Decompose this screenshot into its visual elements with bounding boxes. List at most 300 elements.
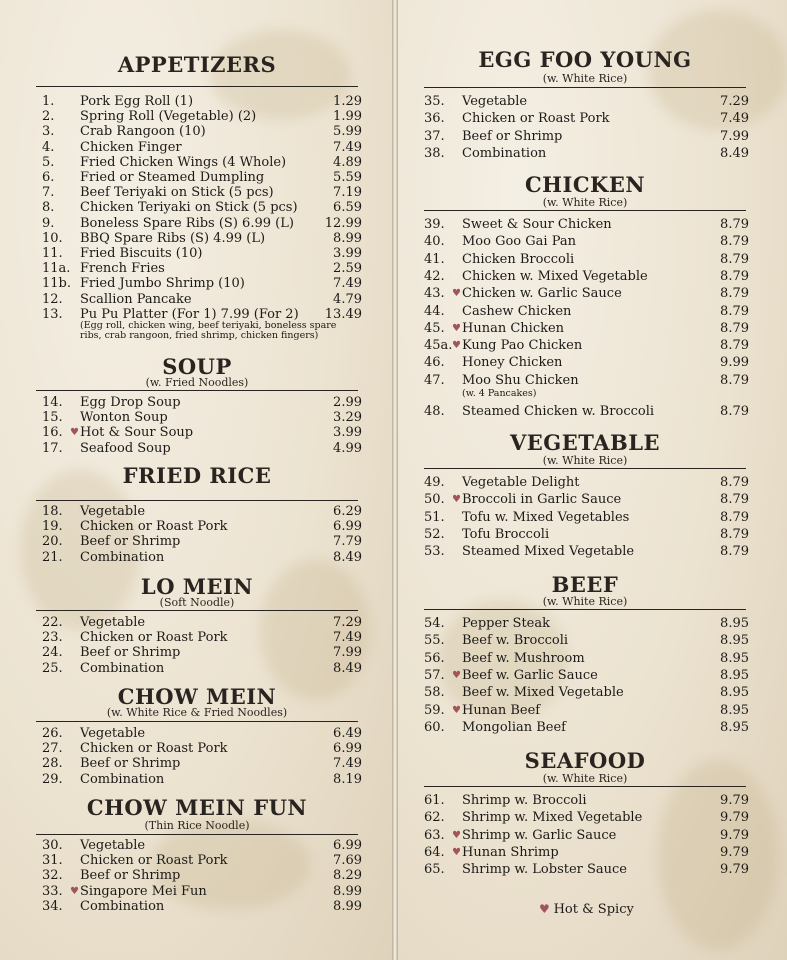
menu-item-name: Beef or Shrimp xyxy=(80,534,181,550)
menu-item xyxy=(42,884,362,900)
section-title-egg-foo-young: EGG FOO YOUNG xyxy=(478,47,692,72)
menu-item-name: Chicken w. Mixed Vegetable xyxy=(462,268,648,284)
menu-item-number: 43. xyxy=(424,286,445,302)
menu-item-price: 8.49 xyxy=(720,145,749,161)
menu-item-price: 8.79 xyxy=(720,404,749,419)
menu-item-number: 33. xyxy=(42,883,63,899)
menu-item-name: Cashew Chicken xyxy=(462,303,572,319)
menu-item-price: 4.89 xyxy=(333,154,362,170)
section-subtitle-seafood: (w. White Rice) xyxy=(542,772,628,785)
menu-item-price: 8.99 xyxy=(333,230,362,246)
menu-item-number: 61. xyxy=(424,793,445,808)
menu-item-number: 56. xyxy=(424,650,445,666)
menu-item xyxy=(42,395,362,411)
menu-item-number: 18. xyxy=(42,504,63,519)
menu-item-price: 8.79 xyxy=(720,475,749,490)
menu-item-name: Fried Biscuits (10) xyxy=(80,246,203,261)
menu-item xyxy=(42,216,362,232)
section-subtitle-chow-mein-fun: (Thin Rice Noodle) xyxy=(144,819,250,832)
hot-spicy-legend xyxy=(538,902,634,917)
menu-item xyxy=(424,544,749,560)
menu-item-number: 14. xyxy=(42,395,63,410)
menu-item xyxy=(42,853,362,869)
menu-item-price: 3.29 xyxy=(333,410,362,426)
hot-spicy-icon: ♥ xyxy=(452,846,461,858)
section-title-chicken: CHICKEN xyxy=(524,172,646,197)
section-rule xyxy=(424,210,746,211)
menu-item-name: Pepper Steak xyxy=(462,616,550,631)
menu-item-name: Pu Pu Platter (For 1) 7.99 (For 2) xyxy=(80,306,299,322)
menu-item-name: Steamed Chicken w. Broccoli xyxy=(462,404,655,419)
menu-item xyxy=(424,338,749,354)
menu-item-number: 35. xyxy=(424,94,445,109)
menu-item-name: Boneless Spare Ribs (S) 6.99 (L) xyxy=(80,215,294,231)
menu-item xyxy=(424,845,749,861)
menu-item-name: Hunan Chicken ♥ xyxy=(452,320,565,336)
section-rule xyxy=(36,721,358,722)
menu-item-price: 12.99 xyxy=(324,215,362,231)
menu-item xyxy=(42,772,362,788)
menu-item-number: 39. xyxy=(424,217,445,232)
menu-item-name: Kung Pao Chicken ♥ xyxy=(452,338,583,354)
menu-item-name: Chicken or Roast Pork xyxy=(80,853,228,869)
menu-item xyxy=(42,425,362,441)
menu-item-price: 8.79 xyxy=(720,286,749,302)
menu-item-name: Chicken w. Garlic Sauce ♥ xyxy=(452,286,622,302)
menu-item xyxy=(42,504,362,520)
menu-item xyxy=(42,140,362,156)
menu-item-number: 13. xyxy=(42,306,63,322)
menu-item-price: 6.99 xyxy=(333,519,362,535)
menu-item-number: 24. xyxy=(42,645,63,661)
section-rule xyxy=(424,786,746,787)
menu-item-price: 9.79 xyxy=(720,862,749,878)
menu-item-price: 8.95 xyxy=(720,650,749,666)
section-title-fried-rice: FRIED RICE xyxy=(122,463,272,488)
menu-item-number: 26. xyxy=(42,726,63,741)
menu-item-price: 9.79 xyxy=(720,793,749,808)
menu-item-number: 45. xyxy=(424,320,445,336)
section-rule xyxy=(424,609,746,610)
menu-item xyxy=(42,261,362,277)
section-title-chow-mein-fun: CHOW MEIN FUN xyxy=(86,795,308,820)
menu-item-price: 2.59 xyxy=(333,261,362,277)
menu-item-price: 8.99 xyxy=(333,898,362,914)
menu-item xyxy=(42,231,362,247)
menu-item-price: 8.95 xyxy=(720,719,749,735)
section-title-lo-mein: LO MEIN xyxy=(140,574,254,599)
menu-item-price: 9.99 xyxy=(720,355,749,371)
menu-item xyxy=(42,615,362,631)
section-subtitle-egg-foo-young: (w. White Rice) xyxy=(542,72,628,85)
menu-item xyxy=(42,519,362,535)
menu-item xyxy=(424,217,749,233)
hot-spicy-label: Hot & Spicy xyxy=(553,902,634,917)
menu-item-name: Combination xyxy=(80,660,165,676)
section-rule xyxy=(424,87,746,88)
menu-item-name: Spring Roll (Vegetable) (2) xyxy=(80,109,257,125)
menu-item-price: 8.79 xyxy=(720,526,749,542)
section-rule xyxy=(36,86,358,87)
menu-item xyxy=(424,321,749,337)
menu-item-price: 8.95 xyxy=(720,685,749,701)
menu-item xyxy=(42,276,362,292)
menu-item-name: Fried Jumbo Shrimp (10) xyxy=(80,276,245,292)
menu-item-number: 50. xyxy=(424,492,445,508)
section-title-beef: BEEF xyxy=(551,572,619,597)
menu-item-price: 6.29 xyxy=(333,504,362,519)
menu-item xyxy=(424,828,749,844)
menu-item xyxy=(424,252,749,268)
menu-item xyxy=(424,373,749,389)
menu-item-number: 54. xyxy=(424,616,445,631)
menu-item-number: 8. xyxy=(42,200,55,216)
menu-item-number: 6. xyxy=(42,170,55,185)
menu-item-name: Vegetable xyxy=(80,726,146,741)
menu-item-price: 8.95 xyxy=(720,616,749,631)
menu-item-name: Fried Chicken Wings (4 Whole) xyxy=(80,154,287,170)
menu-item xyxy=(42,899,362,915)
menu-item-price: 8.95 xyxy=(720,667,749,683)
section-subtitle-soup: (w. Fried Noodles) xyxy=(145,376,249,389)
menu-item-name: Chicken Finger xyxy=(80,139,182,155)
menu-item-price: 7.19 xyxy=(333,185,362,201)
menu-item-price: 7.29 xyxy=(720,94,749,109)
menu-item xyxy=(42,838,362,854)
menu-item-price: 8.79 xyxy=(720,303,749,319)
menu-item-price: 6.99 xyxy=(333,838,362,853)
menu-item xyxy=(42,550,362,566)
menu-item-price: 8.79 xyxy=(720,509,749,525)
menu-item-name: Combination xyxy=(80,549,165,565)
section-title-vegetable: VEGETABLE xyxy=(509,430,661,455)
menu-item-price: 8.79 xyxy=(720,217,749,232)
menu-item-price: 7.79 xyxy=(333,534,362,550)
menu-item-name: Tofu w. Mixed Vegetables xyxy=(462,509,630,525)
menu-item xyxy=(424,793,749,809)
menu-item-name: Vegetable xyxy=(80,615,146,630)
menu-item xyxy=(42,756,362,772)
menu-item xyxy=(42,94,362,110)
menu-item-price: 7.49 xyxy=(333,630,362,646)
menu-item-number: 65. xyxy=(424,862,445,878)
menu-item xyxy=(424,129,749,145)
menu-item-name: Singapore Mei Fun ♥ xyxy=(70,883,207,899)
menu-item-number: 40. xyxy=(424,234,445,250)
section-rule xyxy=(36,500,358,501)
menu-item-name: Beef or Shrimp xyxy=(462,128,563,144)
menu-item-name: Moo Shu Chicken xyxy=(462,372,579,388)
hot-spicy-icon: ♥ xyxy=(452,829,461,841)
menu-item xyxy=(42,441,362,457)
menu-item-number: 57. xyxy=(424,667,445,683)
menu-item xyxy=(42,246,362,262)
menu-item-price: 7.49 xyxy=(333,276,362,292)
menu-item-name: Shrimp w. Broccoli xyxy=(462,793,587,808)
menu-item-number: 12. xyxy=(42,291,63,307)
menu-item xyxy=(42,170,362,186)
menu-item-price: 8.95 xyxy=(720,633,749,649)
hot-spicy-icon: ♥ xyxy=(452,340,461,352)
menu-item-name: Honey Chicken xyxy=(462,355,563,371)
menu-item xyxy=(42,868,362,884)
menu-item-name: Combination xyxy=(80,898,165,914)
menu-item-price: 4.99 xyxy=(333,440,362,456)
menu-item xyxy=(42,185,362,201)
menu-item-price: 6.99 xyxy=(333,741,362,757)
menu-item-price: 8.79 xyxy=(720,251,749,267)
menu-item xyxy=(424,355,749,371)
menu-item-price: 8.79 xyxy=(720,268,749,284)
menu-item-name: Beef w. Broccoli xyxy=(462,633,569,649)
menu-item-note: (Egg roll, chicken wing, beef teriyaki, boneless spare xyxy=(80,320,337,331)
hot-spicy-icon: ♥ xyxy=(452,704,461,716)
menu-item-price: 8.79 xyxy=(720,338,749,354)
menu-item-price: 9.79 xyxy=(720,844,749,860)
menu-item-price: 13.49 xyxy=(324,306,362,322)
menu-item xyxy=(424,269,749,285)
menu-item-number: 32. xyxy=(42,868,63,884)
menu-item xyxy=(42,630,362,646)
menu-item-price: 7.69 xyxy=(333,853,362,869)
menu-item-name: Vegetable Delight xyxy=(462,475,580,490)
menu-item-number: 48. xyxy=(424,404,445,419)
menu-item-number: 2. xyxy=(42,109,55,125)
menu-item-number: 42. xyxy=(424,268,445,284)
menu-item-name: Broccoli in Garlic Sauce ♥ xyxy=(452,492,622,508)
menu-item-name: Chicken or Roast Pork xyxy=(80,741,228,757)
menu-item-price: 8.29 xyxy=(333,868,362,884)
hot-spicy-icon: ♥ xyxy=(452,322,461,334)
menu-item xyxy=(424,404,749,420)
menu-item-number: 11. xyxy=(42,246,63,261)
menu-page-left xyxy=(0,0,392,960)
menu-item-name: Beef or Shrimp xyxy=(80,756,181,772)
menu-item xyxy=(424,510,749,526)
hot-spicy-icon: ♥ xyxy=(452,494,461,506)
menu-item-number: 9. xyxy=(42,215,55,231)
menu-item-price: 8.79 xyxy=(720,544,749,560)
menu-item xyxy=(424,633,749,649)
menu-item-name: Combination xyxy=(80,771,165,787)
menu-item-name: Mongolian Beef xyxy=(462,719,566,735)
menu-item xyxy=(42,200,362,216)
menu-item-number: 46. xyxy=(424,355,445,371)
hot-spicy-icon: ♥ xyxy=(452,288,461,300)
menu-item-name: Beef or Shrimp xyxy=(80,868,181,884)
menu-item-name: Vegetable xyxy=(80,504,146,519)
menu-item-number: 29. xyxy=(42,771,63,787)
menu-item-number: 22. xyxy=(42,615,63,630)
hot-spicy-icon: ♥ xyxy=(70,427,79,439)
menu-item-name: Egg Drop Soup xyxy=(80,395,181,410)
menu-item xyxy=(424,304,749,320)
menu-item-price: 8.79 xyxy=(720,234,749,250)
menu-item xyxy=(424,668,749,684)
menu-item-price: 7.49 xyxy=(333,756,362,772)
menu-item-name: Combination xyxy=(462,145,547,161)
menu-item-number: 3. xyxy=(42,124,55,140)
menu-item-number: 16. xyxy=(42,425,63,441)
menu-item-name: Beef Teriyaki on Stick (5 pcs) xyxy=(80,185,274,201)
menu-item xyxy=(424,703,749,719)
menu-item-number: 62. xyxy=(424,810,445,826)
menu-item xyxy=(42,109,362,125)
section-subtitle-chicken: (w. White Rice) xyxy=(542,196,628,209)
section-subtitle-beef: (w. White Rice) xyxy=(542,595,628,608)
menu-item xyxy=(424,111,749,127)
menu-item-price: 9.79 xyxy=(720,827,749,843)
hot-spicy-icon: ♥ xyxy=(539,902,554,916)
menu-item-name: Chicken or Roast Pork xyxy=(80,519,228,535)
menu-item-price: 6.49 xyxy=(333,726,362,741)
menu-item xyxy=(424,862,749,878)
menu-item-name: Scallion Pancake xyxy=(80,291,192,307)
menu-item xyxy=(424,527,749,543)
menu-item-number: 17. xyxy=(42,440,63,456)
menu-item-name: Shrimp w. Mixed Vegetable xyxy=(462,810,643,826)
menu-item xyxy=(42,124,362,140)
menu-item-price: 8.19 xyxy=(333,771,362,787)
menu-item xyxy=(42,292,362,308)
menu-item-number: 4. xyxy=(42,139,55,155)
menu-item-name: Fried or Steamed Dumpling xyxy=(80,170,265,185)
menu-item-name: Wonton Soup xyxy=(80,410,168,426)
menu-item-number: 58. xyxy=(424,685,445,701)
menu-item xyxy=(424,720,749,736)
menu-item-name: Crab Rangoon (10) xyxy=(80,124,206,140)
menu-item-price: 6.59 xyxy=(333,200,362,216)
menu-item-price: 5.99 xyxy=(333,124,362,140)
menu-item-name: Steamed Mixed Vegetable xyxy=(462,544,635,560)
menu-item-number: 47. xyxy=(424,372,445,388)
menu-item-name: Seafood Soup xyxy=(80,440,171,456)
section-title-appetizers: APPETIZERS xyxy=(117,52,277,77)
menu-item-number: 34. xyxy=(42,898,63,914)
menu-item-price: 3.99 xyxy=(333,425,362,441)
menu-item-number: 30. xyxy=(42,838,63,853)
menu-item-price: 9.79 xyxy=(720,810,749,826)
menu-item-price: 8.79 xyxy=(720,372,749,388)
section-subtitle-lo-mein: (Soft Noodle) xyxy=(159,596,235,609)
menu-item-name: Chicken Teriyaki on Stick (5 pcs) xyxy=(80,200,298,216)
menu-item-number: 41. xyxy=(424,251,445,267)
menu-item-number: 25. xyxy=(42,660,63,676)
menu-item-price: 1.29 xyxy=(333,94,362,109)
menu-item-number: 15. xyxy=(42,410,63,426)
menu-item xyxy=(424,685,749,701)
menu-item-price: 3.99 xyxy=(333,246,362,261)
menu-item-number: 49. xyxy=(424,475,445,490)
menu-item-number: 64. xyxy=(424,844,445,860)
menu-item-price: 2.99 xyxy=(333,395,362,410)
menu-item-name: Hunan Shrimp ♥ xyxy=(452,844,559,860)
menu-item-name: Vegetable xyxy=(462,94,528,109)
menu-item-name: Chicken Broccoli xyxy=(462,251,575,267)
menu-item-number: 52. xyxy=(424,526,445,542)
menu-item xyxy=(424,475,749,491)
menu-item-number: 1. xyxy=(42,94,55,109)
menu-item-price: 7.49 xyxy=(720,111,749,127)
menu-item-name: Pork Egg Roll (1) xyxy=(80,94,194,109)
menu-item-number: 10. xyxy=(42,230,63,246)
menu-item-number: 28. xyxy=(42,756,63,772)
menu-item xyxy=(42,410,362,426)
menu-item-number: 21. xyxy=(42,549,63,565)
menu-item-name: Hunan Beef ♥ xyxy=(452,702,541,718)
menu-item-note: ribs, crab rangoon, fried shrimp, chicken fingers) xyxy=(80,330,319,341)
menu-item-name: French Fries xyxy=(80,261,165,277)
menu-item-number: 27. xyxy=(42,741,63,757)
menu-item-number: 5. xyxy=(42,154,55,170)
menu-item xyxy=(424,234,749,250)
section-rule xyxy=(36,390,358,391)
section-rule xyxy=(424,468,746,469)
menu-item-number: 45a. xyxy=(424,338,453,354)
menu-item xyxy=(42,741,362,757)
menu-item-number: 31. xyxy=(42,853,63,869)
menu-item-price: 8.99 xyxy=(333,883,362,899)
section-subtitle-chow-mein: (w. White Rice & Fried Noodles) xyxy=(106,706,288,719)
menu-item-price: 8.95 xyxy=(720,702,749,718)
menu-item-number: 19. xyxy=(42,519,63,535)
menu-item-number: 37. xyxy=(424,128,445,144)
menu-item-number: 55. xyxy=(424,633,445,649)
menu-item xyxy=(42,661,362,677)
menu-item-price: 7.99 xyxy=(720,128,749,144)
menu-item-number: 11a. xyxy=(42,261,71,277)
menu-item xyxy=(42,726,362,742)
menu-item-name: Hot & Sour Soup ♥ xyxy=(70,425,194,441)
section-title-soup: SOUP xyxy=(162,354,232,379)
menu-item-name: Beef or Shrimp xyxy=(80,645,181,661)
menu-item-price: 7.29 xyxy=(333,615,362,630)
menu-item-price: 1.99 xyxy=(333,109,362,125)
hot-spicy-icon: ♥ xyxy=(70,885,79,897)
menu-item-number: 53. xyxy=(424,544,445,560)
menu-item-name: BBQ Spare Ribs (S) 4.99 (L) xyxy=(80,230,266,246)
menu-item-number: 36. xyxy=(424,111,445,127)
menu-item-price: 5.59 xyxy=(333,170,362,185)
menu-item-name: Shrimp w. Garlic Sauce ♥ xyxy=(452,827,617,843)
menu-item xyxy=(424,810,749,826)
menu-item-name: Chicken or Roast Pork xyxy=(462,111,610,127)
menu-item-number: 59. xyxy=(424,702,445,718)
section-title-chow-mein: CHOW MEIN xyxy=(117,684,277,709)
menu-item-number: 20. xyxy=(42,534,63,550)
menu-item-number: 44. xyxy=(424,303,445,319)
menu-item-price: 4.79 xyxy=(333,291,362,307)
menu-item xyxy=(424,146,749,162)
menu-item xyxy=(424,94,749,110)
menu-item-name: Beef w. Garlic Sauce ♥ xyxy=(452,667,598,683)
menu-item-name: Tofu Broccoli xyxy=(462,526,550,542)
menu-item-number: 60. xyxy=(424,719,445,735)
section-rule xyxy=(36,610,358,611)
menu-item-price: 7.49 xyxy=(333,139,362,155)
menu-item-number: 7. xyxy=(42,185,55,201)
menu-item-name: Chicken or Roast Pork xyxy=(80,630,228,646)
menu-item-price: 7.99 xyxy=(333,645,362,661)
menu-item-note: (w. 4 Pancakes) xyxy=(462,388,537,399)
menu-item xyxy=(42,155,362,171)
menu-page-right xyxy=(398,0,787,960)
section-subtitle-vegetable: (w. White Rice) xyxy=(542,454,628,467)
menu-item-name: Beef w. Mixed Vegetable xyxy=(462,685,624,701)
menu-item-price: 8.79 xyxy=(720,492,749,508)
menu-item-price: 8.49 xyxy=(333,660,362,676)
menu-item-price: 8.79 xyxy=(720,320,749,336)
